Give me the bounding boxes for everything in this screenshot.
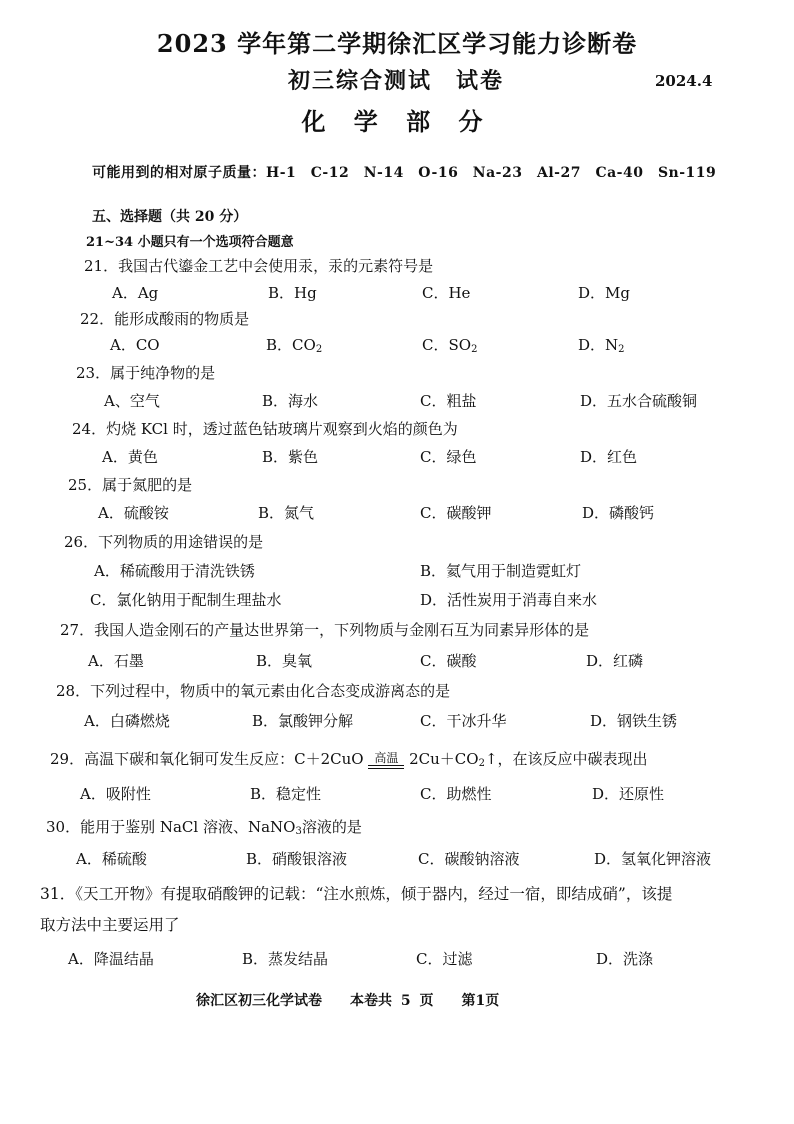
question-21-option-d: D．Mg bbox=[578, 284, 630, 302]
question-23-option-a: A、空气 bbox=[104, 392, 160, 410]
question-30-option-b: B．硝酸银溶液 bbox=[246, 850, 348, 868]
section-title: 五、选择题（共 20 分） bbox=[92, 209, 248, 225]
question-31-option-a: A．降温结晶 bbox=[68, 950, 154, 968]
exam-subtitle: 初三综合测试 试卷 bbox=[288, 68, 505, 94]
question-24-option-a: A．黄色 bbox=[102, 448, 158, 466]
question-25-option-c: C．碳酸钾 bbox=[420, 504, 492, 522]
question-27-option-a: A．石墨 bbox=[88, 652, 144, 670]
question-25-option-a: A．硫酸铵 bbox=[98, 504, 169, 522]
question-22-stem: 22．能形成酸雨的物质是 bbox=[80, 310, 250, 328]
question-28-option-a: A．白磷燃烧 bbox=[84, 712, 170, 730]
question-25-option-d: D．磷酸钙 bbox=[582, 504, 655, 522]
question-23-option-c: C．粗盐 bbox=[420, 392, 477, 410]
question-31-option-d: D．洗涤 bbox=[596, 950, 654, 968]
question-22-option-d: D．$N_2$ bbox=[578, 336, 625, 355]
question-23-stem: 23．属于纯净物的是 bbox=[76, 364, 216, 382]
question-26-option-c: C．氯化钠用于配制生理盐水 bbox=[90, 591, 282, 609]
question-21-stem: 21．我国古代鎏金工艺中会使用汞，汞的元素符号是 bbox=[84, 257, 434, 275]
question-30-option-d: D．氢氧化钾溶液 bbox=[594, 850, 712, 868]
question-29-option-d: D．还原性 bbox=[592, 785, 665, 803]
question-25-stem: 25．属于氮肥的是 bbox=[68, 476, 193, 494]
question-29-stem: 29．高温下碳和氧化铜可发生反应：C＋2CuO 高温 $2Cu+CO_2↑$，在该反应中碳表现出 bbox=[50, 750, 648, 769]
question-28-option-d: D．钢铁生锈 bbox=[590, 712, 678, 730]
question-21-option-a: A．Ag bbox=[112, 284, 159, 302]
question-21-option-c: C．He bbox=[422, 284, 471, 302]
question-27-option-d: D．红磷 bbox=[586, 652, 644, 670]
question-22-option-a: A．CO bbox=[110, 336, 160, 354]
question-28-stem: 28．下列过程中，物质中的氧元素由化合态变成游离态的是 bbox=[56, 682, 451, 700]
question-24-option-d: D．红色 bbox=[580, 448, 638, 466]
question-31-stem-line-1: 31．《天工开物》有提取硝酸钾的记载：“注水煎炼，倾于器内，经过一宿，即结成硝”，该提 bbox=[40, 885, 673, 903]
question-27-stem: 27．我国人造金刚石的产量达世界第一，下列物质与金刚石互为同素异形体的是 bbox=[60, 621, 590, 639]
question-26-option-d: D．活性炭用于消毒自来水 bbox=[420, 591, 598, 609]
question-28-option-b: B．氯酸钾分解 bbox=[252, 712, 354, 730]
atomic-masses-note: 可能用到的相对原子质量：H-1 C-12 N-14 O-16 Na-23 Al-27 Ca-40 Sn-119 bbox=[92, 165, 717, 181]
page-footer: 徐汇区初三化学试卷 本卷共 5 页 第1页 bbox=[196, 993, 500, 1009]
question-27-option-c: C．碳酸 bbox=[420, 652, 477, 670]
question-28-option-c: C．干冰升华 bbox=[420, 712, 507, 730]
question-27-option-b: B．臭氧 bbox=[256, 652, 313, 670]
question-30-option-c: C．碳酸钠溶液 bbox=[418, 850, 520, 868]
question-26-option-b: B．氦气用于制造霓虹灯 bbox=[420, 562, 582, 580]
question-23-option-b: B．海水 bbox=[262, 392, 319, 410]
question-23-option-d: D．五水合硫酸铜 bbox=[580, 392, 698, 410]
question-24-stem: 24．灼烧 KCl 时，透过蓝色钴玻璃片观察到火焰的颜色为 bbox=[72, 420, 458, 438]
question-24-option-b: B．紫色 bbox=[262, 448, 319, 466]
question-30-stem: 30．能用于鉴别 NaCl 溶液、NaNO$_3$溶液的是 bbox=[46, 818, 362, 837]
question-31-stem-line-2: 取方法中主要运用了 bbox=[40, 916, 180, 934]
question-26-option-a: A．稀硫酸用于清洗铁锈 bbox=[94, 562, 255, 580]
question-29-option-a: A．吸附性 bbox=[80, 785, 151, 803]
question-30-option-a: A．稀硫酸 bbox=[76, 850, 147, 868]
reaction-condition: 高温 bbox=[368, 752, 404, 769]
question-31-option-c: C．过滤 bbox=[416, 950, 473, 968]
subject-part-title: 化 学 部 分 bbox=[301, 107, 493, 136]
question-29-option-c: C．助燃性 bbox=[420, 785, 492, 803]
question-26-stem: 26．下列物质的用途错误的是 bbox=[64, 533, 264, 551]
question-29-option-b: B．稳定性 bbox=[250, 785, 322, 803]
question-22-option-c: C．$SO_2$ bbox=[422, 336, 478, 355]
exam-title: 2023 学年第二学期徐汇区学习能力诊断卷 bbox=[156, 29, 638, 58]
question-21-option-b: B．Hg bbox=[268, 284, 317, 302]
question-24-option-c: C．绿色 bbox=[420, 448, 477, 466]
question-31-option-b: B．蒸发结晶 bbox=[242, 950, 329, 968]
question-25-option-b: B．氮气 bbox=[258, 504, 315, 522]
question-22-option-b: B．$CO_2$ bbox=[266, 336, 323, 355]
exam-date: 2024.4 bbox=[655, 72, 713, 90]
section-instruction: 21~34 小题只有一个选项符合题意 bbox=[86, 235, 294, 250]
